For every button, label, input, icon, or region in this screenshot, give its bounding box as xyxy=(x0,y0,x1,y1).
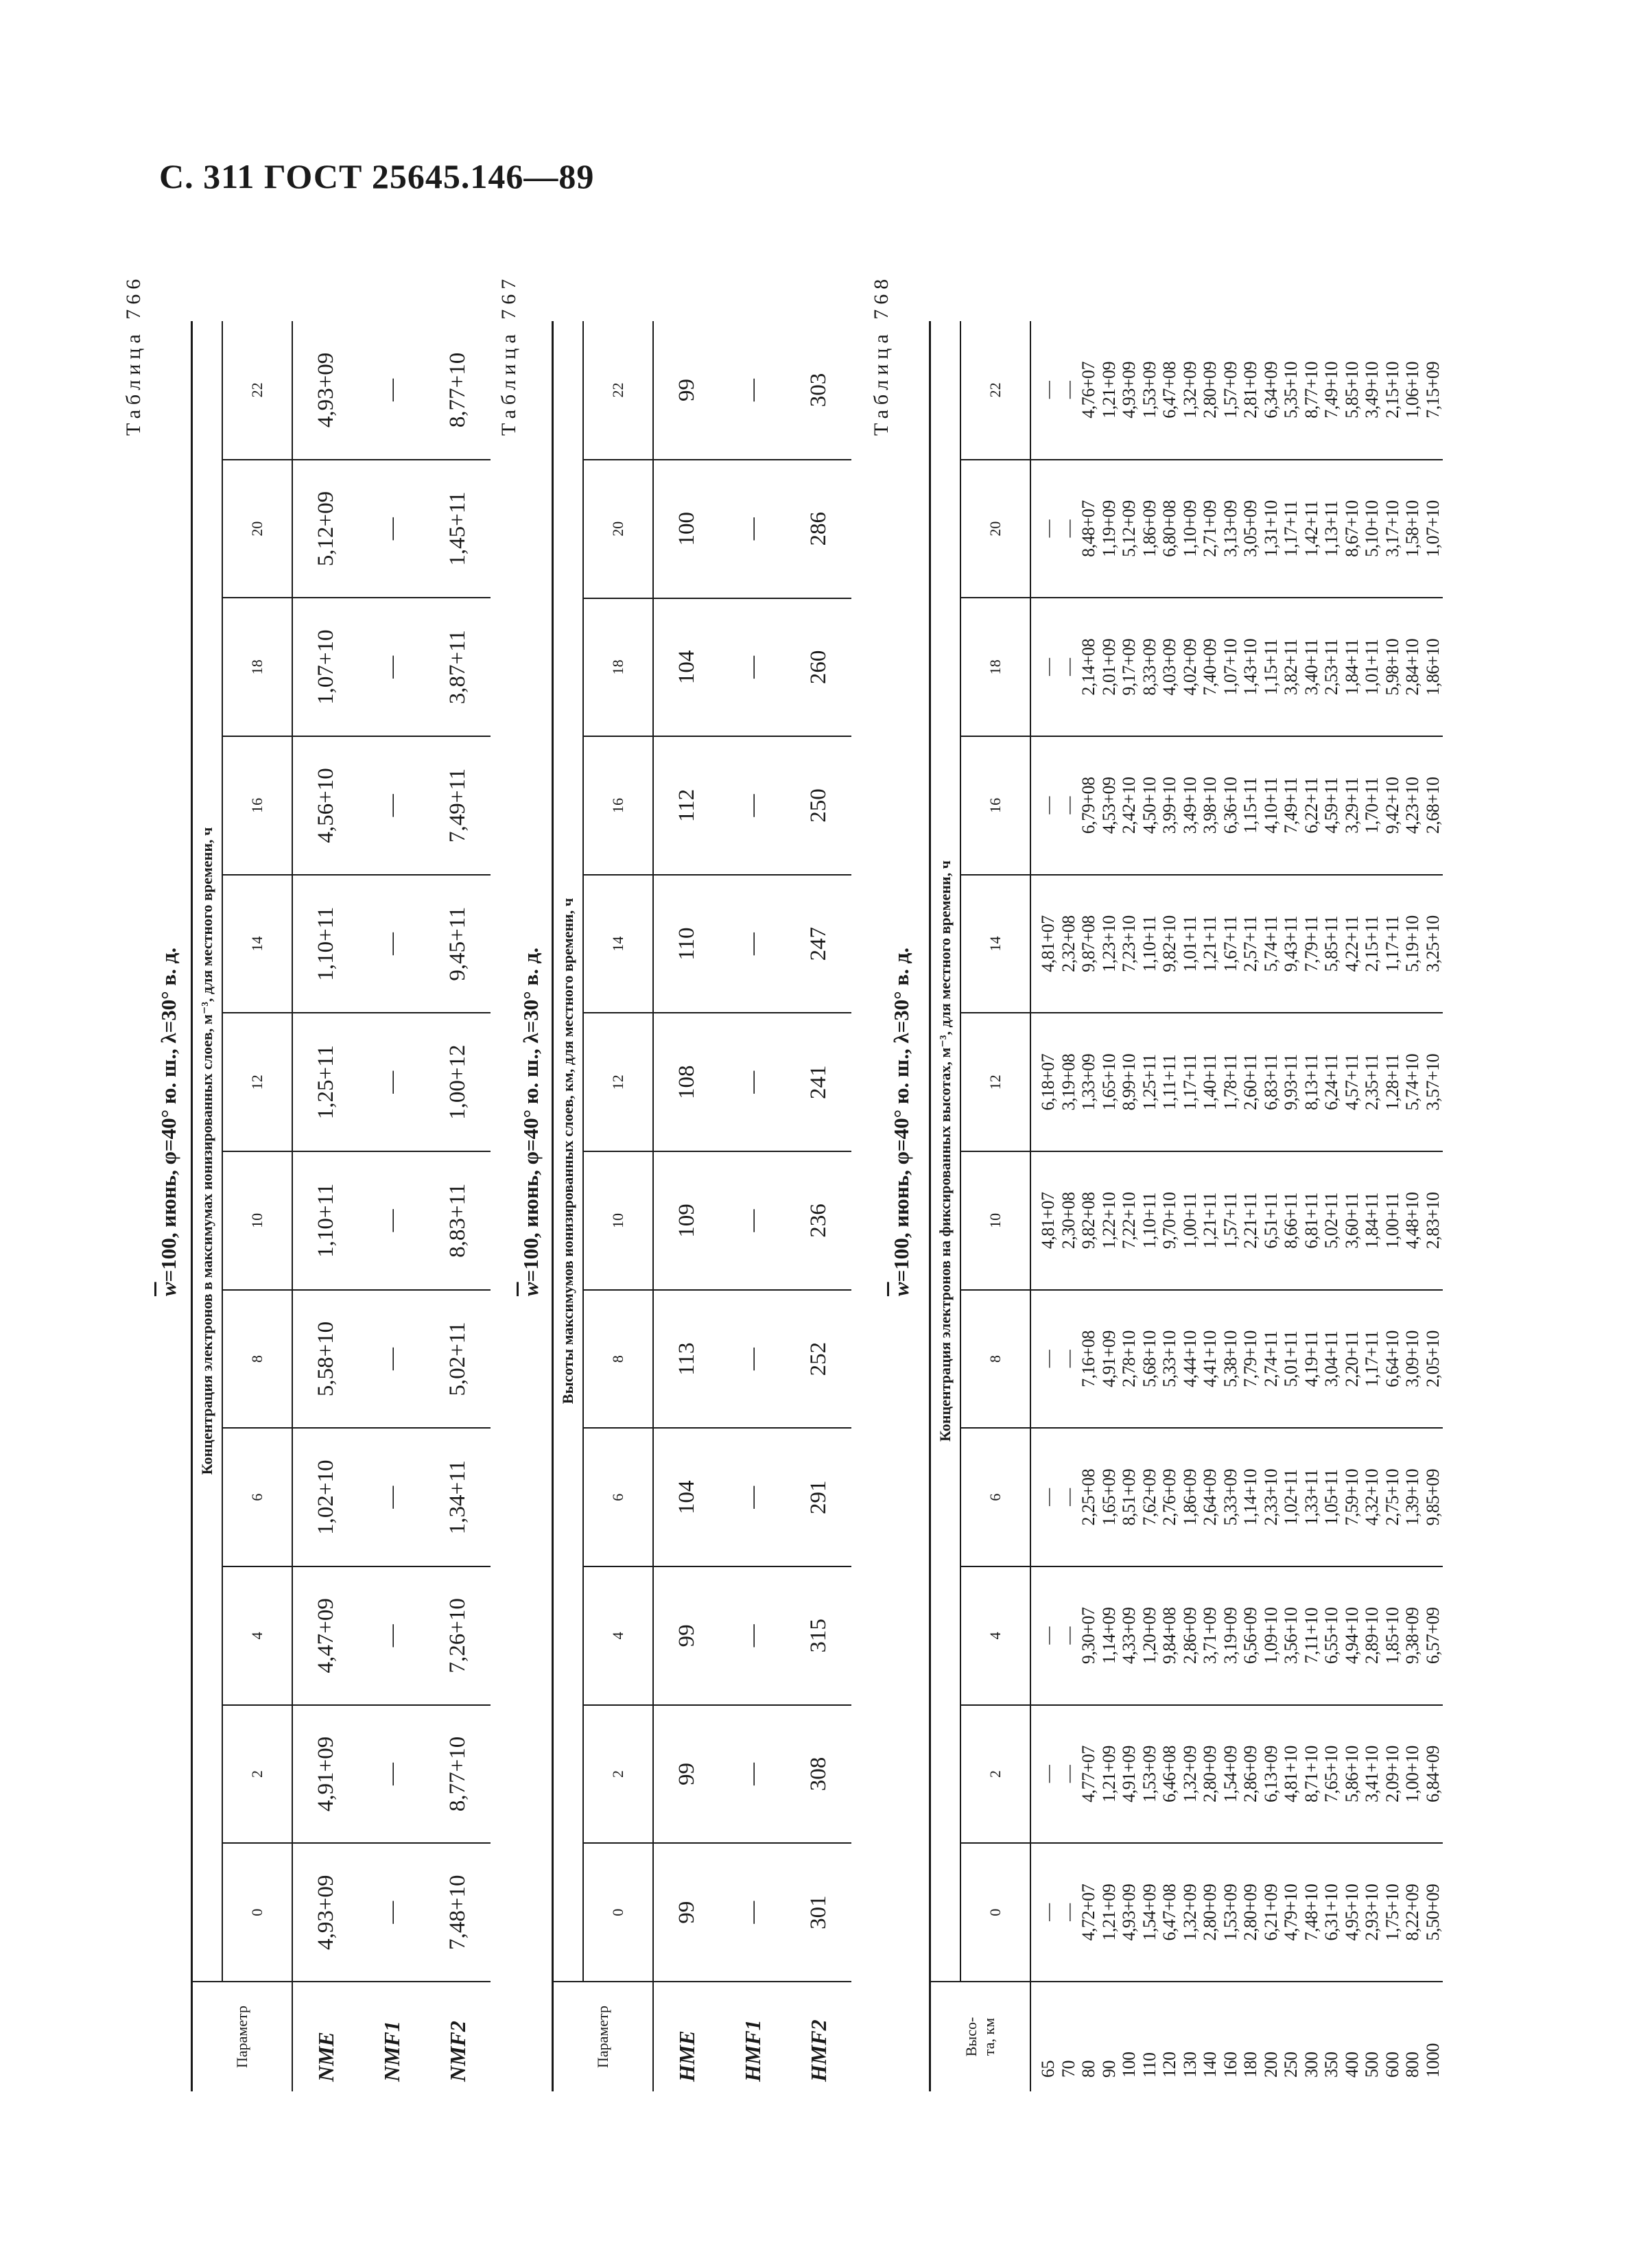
value-column: — — 9,30+07 1,14+09 4,33+09 1,20+09 9,84+08 2,86+09 3,71+09 3,19+09 6,56+09 1,09+10 3,56+10 7,11+10 6,55+10 4,94+10 2,89+10 1,85+10 9,38+09 6,57+09 xyxy=(1030,1566,1443,1705)
col-header: 14 xyxy=(222,875,292,1013)
table-caption xyxy=(889,779,914,1465)
cell: — xyxy=(359,1705,425,1844)
cell: 99 xyxy=(653,1843,720,1982)
cell: — xyxy=(359,1566,425,1705)
col-header: 16 xyxy=(960,736,1030,875)
table-subheader: Концентрация электронов в максимумах ионизированных слоев, м⁻³, для местного времени, ч xyxy=(192,321,223,1982)
col-header: 22 xyxy=(222,321,292,460)
col-header: 18 xyxy=(960,598,1030,736)
cell: 7,48+10 xyxy=(425,1843,491,1982)
cell: 4,47+09 xyxy=(292,1566,359,1705)
cell: 7,26+10 xyxy=(425,1566,491,1705)
table-row xyxy=(1030,321,1443,2091)
cell: 5,58+10 xyxy=(292,1290,359,1429)
row-param: HME xyxy=(653,1982,720,2091)
col-header: 6 xyxy=(960,1428,1030,1566)
cell: — xyxy=(720,1705,786,1844)
cell: 286 xyxy=(786,460,851,598)
cell: — xyxy=(359,1843,425,1982)
cell: — xyxy=(359,875,425,1013)
col-header: 6 xyxy=(222,1428,292,1566)
caption-text: =100, июнь, φ=40° ю. ш., λ=30° в. д. xyxy=(519,947,543,1282)
value-column: — — 6,79+08 4,53+09 2,42+10 4,50+10 3,99+10 3,49+10 3,98+10 6,36+10 1,15+11 4,10+11 7,49+11 6,22+11 4,59+11 3,29+11 1,70+11 9,42+10 4,23+10 2,68+10 xyxy=(1030,736,1443,875)
col-header: 4 xyxy=(583,1566,653,1705)
col-header: 16 xyxy=(222,736,292,875)
col-header: 4 xyxy=(222,1566,292,1705)
cell: — xyxy=(720,1151,786,1290)
cell: 104 xyxy=(653,598,720,737)
value-column: 6,18+07 3,19+08 1,33+09 1,65+10 8,99+10 1,25+11 1,11+11 1,17+11 1,40+11 1,78+11 2,60+11 6,83+11 9,93+11 8,13+11 6,24+11 4,57+11 2,35+11 1,28+11 5,74+10 3,57+10 xyxy=(1030,1013,1443,1151)
cell: 1,34+11 xyxy=(425,1428,491,1566)
caption-text: =100, июнь, φ=40° ю. ш., λ=30° в. д. xyxy=(156,947,180,1282)
caption-symbol: $\overline{w}$ xyxy=(889,1282,913,1297)
cell: 247 xyxy=(786,875,851,1013)
cell: 260 xyxy=(786,598,851,737)
cell: 7,49+11 xyxy=(425,736,491,875)
cell: 104 xyxy=(653,1428,720,1566)
cell: 5,12+09 xyxy=(292,460,359,598)
col-header: 22 xyxy=(583,321,653,460)
cell: 4,56+10 xyxy=(292,736,359,875)
value-column: 4,81+07 2,32+08 9,87+08 1,23+10 7,23+10 1,10+11 9,82+10 1,01+11 1,21+11 1,67+11 2,57+11 5,74+11 9,43+11 7,79+11 5,85+11 4,22+11 2,15+11 1,17+11 5,19+10 3,25+10 xyxy=(1030,875,1443,1013)
col-header: 8 xyxy=(583,1290,653,1429)
cell: 250 xyxy=(786,736,851,875)
cell: — xyxy=(720,598,786,737)
cell: 291 xyxy=(786,1428,851,1566)
cell: — xyxy=(359,1151,425,1290)
cell: 241 xyxy=(786,1013,851,1151)
row-param: NMF2 xyxy=(425,1982,491,2091)
cell: 4,91+09 xyxy=(292,1705,359,1844)
cell: 252 xyxy=(786,1290,851,1429)
cell: — xyxy=(720,1428,786,1566)
col-header: 20 xyxy=(222,460,292,598)
cell: 9,45+11 xyxy=(425,875,491,1013)
cell: 5,02+11 xyxy=(425,1290,491,1429)
param-header: Высо- та, км xyxy=(930,1982,1031,2091)
value-column: — — 2,25+08 1,65+09 8,51+09 7,62+09 2,76+09 1,86+09 2,64+09 5,33+09 1,14+10 2,33+10 1,02+11 1,33+11 1,05+11 7,59+10 4,32+10 2,75+10 1,39+10 9,85+09 xyxy=(1030,1428,1443,1566)
value-column: — — 4,77+07 1,21+09 4,91+09 1,53+09 6,46+08 1,32+09 2,80+09 1,54+09 2,86+09 6,13+09 4,81+10 8,71+10 7,65+10 5,86+10 3,41+10 2,09+10 1,00+10 6,84+09 xyxy=(1030,1705,1443,1844)
table-row xyxy=(359,321,425,2091)
col-header: 20 xyxy=(960,460,1030,598)
col-header: 10 xyxy=(960,1151,1030,1290)
cell: — xyxy=(720,1843,786,1982)
col-header: 16 xyxy=(583,736,653,875)
row-param: NMF1 xyxy=(359,1982,425,2091)
cell: 99 xyxy=(653,1566,720,1705)
cell: 113 xyxy=(653,1290,720,1429)
cell: 1,10+11 xyxy=(292,875,359,1013)
table-row xyxy=(720,321,786,2091)
cell: 236 xyxy=(786,1151,851,1290)
cell: — xyxy=(359,1428,425,1566)
col-header: 2 xyxy=(583,1705,653,1844)
caption-symbol: $\overline{w}$ xyxy=(156,1282,180,1297)
table-row xyxy=(292,321,359,2091)
cell: — xyxy=(720,1013,786,1151)
table-caption xyxy=(156,779,181,1465)
col-header: 20 xyxy=(583,460,653,598)
cell: 8,77+10 xyxy=(425,1705,491,1844)
col-header: 22 xyxy=(960,321,1030,460)
cell: 110 xyxy=(653,875,720,1013)
col-header: 12 xyxy=(960,1013,1030,1151)
col-header: 0 xyxy=(222,1843,292,1982)
cell: — xyxy=(359,736,425,875)
cell: 99 xyxy=(653,1705,720,1844)
col-header: 8 xyxy=(222,1290,292,1429)
value-column: 4,81+07 2,30+08 9,82+08 1,22+10 7,22+10 1,10+11 9,70+10 1,00+11 1,21+11 1,57+11 2,21+11 6,51+11 8,66+11 6,81+11 5,02+11 3,60+11 1,84+11 1,00+11 4,48+10 2,83+10 xyxy=(1030,1151,1443,1290)
cell: 3,87+11 xyxy=(425,598,491,736)
page-header: С. 311 ГОСТ 25645.146—89 xyxy=(159,157,595,196)
param-header: Параметр xyxy=(553,1982,654,2091)
table-row xyxy=(786,321,851,2091)
value-column: — — 7,16+08 4,91+09 2,78+10 5,68+10 5,33+10 4,44+10 4,41+10 5,38+10 7,79+10 2,74+11 5,01+11 4,19+11 3,04+11 2,20+11 1,17+11 6,64+10 3,09+10 2,05+10 xyxy=(1030,1290,1443,1429)
value-column: — — 4,72+07 1,21+09 4,93+09 1,54+09 6,47+08 1,32+09 2,80+09 1,53+09 2,80+09 6,21+09 4,79+10 7,48+10 6,31+10 4,95+10 2,93+10 1,75+10 8,22+09 5,50+09 xyxy=(1030,1843,1443,1982)
col-header: 4 xyxy=(960,1566,1030,1705)
height-column: 65 70 80 90 100 110 120 130 140 160 180 200 250 300 350 400 500 600 800 1000 xyxy=(1030,1982,1443,2091)
table-subheader: Концентрация электронов на фиксированных высотах, м⁻³, для местного времени, ч xyxy=(930,321,961,1982)
cell: 99 xyxy=(653,321,720,460)
table-766 xyxy=(191,321,491,2091)
table-767 xyxy=(552,321,851,2091)
param-header: Параметр xyxy=(192,1982,293,2091)
col-header: 8 xyxy=(960,1290,1030,1429)
cell: 315 xyxy=(786,1566,851,1705)
cell: 4,93+09 xyxy=(292,321,359,460)
col-header: 6 xyxy=(583,1428,653,1566)
cell: 1,07+10 xyxy=(292,598,359,736)
cell: — xyxy=(720,1566,786,1705)
cell: 8,77+10 xyxy=(425,321,491,460)
row-param: HMF1 xyxy=(720,1982,786,2091)
table-label: Таблица 767 xyxy=(497,274,520,436)
cell: — xyxy=(720,1290,786,1429)
col-header: 10 xyxy=(222,1151,292,1290)
cell: 303 xyxy=(786,321,851,460)
table-row xyxy=(653,321,720,2091)
cell: 100 xyxy=(653,460,720,598)
cell: — xyxy=(720,736,786,875)
value-column: — — 2,14+08 2,01+09 9,17+09 8,33+09 4,03+09 4,02+09 7,40+09 1,07+10 1,43+10 1,15+11 3,82+11 3,40+11 2,53+11 1,84+11 1,01+11 5,98+10 2,84+10 1,86+10 xyxy=(1030,598,1443,736)
col-header: 2 xyxy=(960,1705,1030,1844)
cell: 8,83+11 xyxy=(425,1151,491,1290)
cell: — xyxy=(720,460,786,598)
col-header: 0 xyxy=(583,1843,653,1982)
table-row xyxy=(425,321,491,2091)
value-column: — — 4,76+07 1,21+09 4,93+09 1,53+09 6,47+08 1,32+09 2,80+09 1,57+09 2,81+09 6,34+09 5,35+10 8,77+10 7,49+10 5,85+10 3,49+10 2,15+10 1,06+10 7,15+09 xyxy=(1030,321,1443,460)
col-header: 0 xyxy=(960,1843,1030,1982)
cell: 1,25+11 xyxy=(292,1013,359,1151)
col-header: 12 xyxy=(583,1013,653,1151)
table-label: Таблица 768 xyxy=(870,274,893,436)
table-subheader: Высоты максимумов ионизированных слоев, км, для местного времени, ч xyxy=(553,321,584,1982)
cell: 1,00+12 xyxy=(425,1013,491,1151)
col-header: 12 xyxy=(222,1013,292,1151)
col-header: 18 xyxy=(583,598,653,737)
cell: — xyxy=(359,1013,425,1151)
col-header: 2 xyxy=(222,1705,292,1844)
cell: 308 xyxy=(786,1705,851,1844)
col-header: 14 xyxy=(960,875,1030,1013)
col-header: 14 xyxy=(583,875,653,1013)
cell: 301 xyxy=(786,1843,851,1982)
row-param: HMF2 xyxy=(786,1982,851,2091)
cell: 4,93+09 xyxy=(292,1843,359,1982)
table-768 xyxy=(929,321,1443,2091)
cell: — xyxy=(359,598,425,736)
cell: — xyxy=(359,321,425,460)
col-header: 18 xyxy=(222,598,292,736)
cell: 1,45+11 xyxy=(425,460,491,598)
table-caption xyxy=(519,779,543,1465)
cell: — xyxy=(359,1290,425,1429)
cell: 108 xyxy=(653,1013,720,1151)
caption-symbol: $\overline{w}$ xyxy=(519,1282,543,1297)
cell: — xyxy=(359,460,425,598)
cell: 109 xyxy=(653,1151,720,1290)
cell: 112 xyxy=(653,736,720,875)
cell: — xyxy=(720,875,786,1013)
caption-text: =100, июнь, φ=40° ю. ш., λ=30° в. д. xyxy=(889,947,913,1282)
col-header: 10 xyxy=(583,1151,653,1290)
table-label: Таблица 766 xyxy=(122,274,145,436)
cell: — xyxy=(720,321,786,460)
cell: 1,10+11 xyxy=(292,1151,359,1290)
value-column: — — 8,48+07 1,19+09 5,12+09 1,86+09 6,80+08 1,10+09 2,71+09 3,13+09 3,05+09 1,31+10 1,17+11 1,42+11 1,13+11 8,67+10 5,10+10 3,17+10 1,58+10 1,07+10 xyxy=(1030,460,1443,598)
row-param: NME xyxy=(292,1982,359,2091)
cell: 1,02+10 xyxy=(292,1428,359,1566)
